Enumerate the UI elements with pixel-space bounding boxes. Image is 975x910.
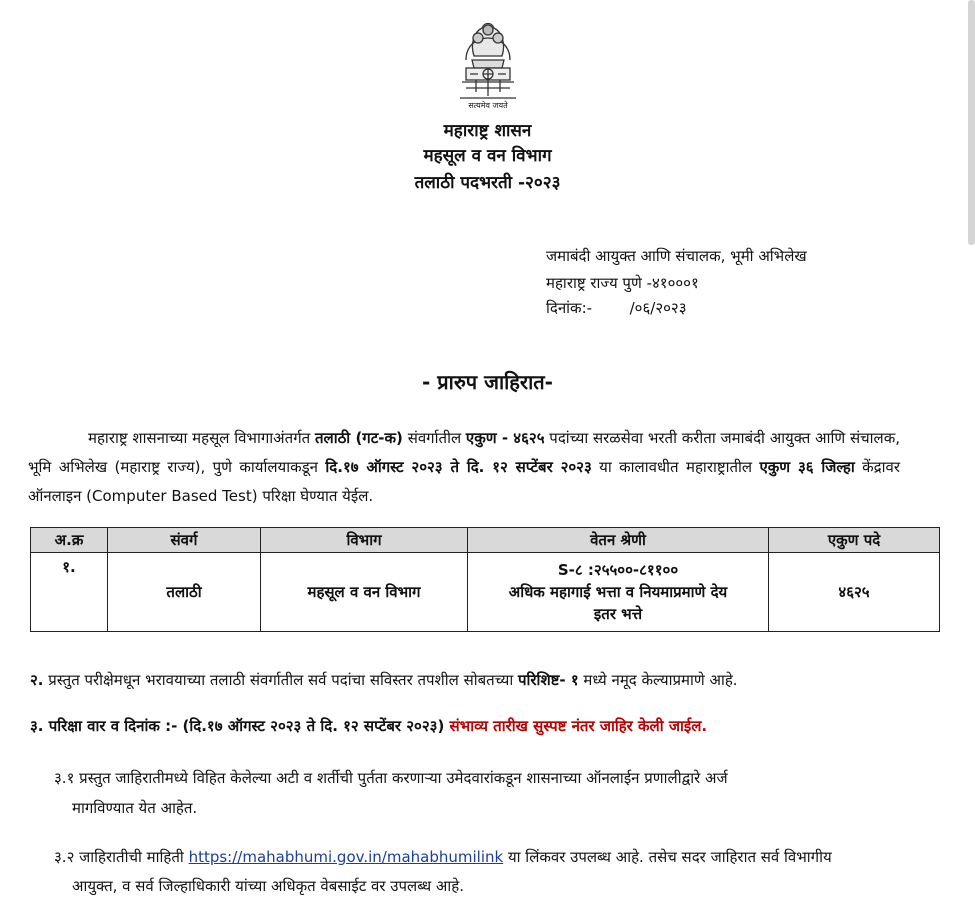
intro-districts: एकुण ३६ जिल्हा [759, 458, 855, 476]
point-3-notice: संभाव्य तारीख सुस्पष्ट नंतर जाहिर केली जाईल. [444, 717, 708, 735]
point-3-1-number: ३.१ [54, 769, 75, 787]
pay-scale-range: S-८ :२५५००-८११०० [557, 561, 679, 579]
intro-text: महाराष्ट्र शासनाच्या महसूल विभागाअंतर्गत [88, 429, 315, 447]
point-3 [30, 712, 960, 740]
date-line [546, 298, 687, 318]
table-header-row [31, 528, 940, 553]
cell-pay-scale [468, 553, 769, 632]
col-header-total-posts: एकुण पदे [769, 528, 940, 553]
intro-text: या कालावधीत महाराष्ट्रातील [591, 458, 760, 476]
point-3-2-text: जाहिरातीची माहिती [79, 848, 189, 866]
national-emblem-icon [452, 12, 524, 110]
intro-text: केंद्रावर ऑनलाइन (Computer Based Test) परिक्षा घेण्यात येईल. [28, 458, 900, 505]
intro-exam-period: दि.१७ ऑगस्ट २०२३ ते दि. १२ सप्टेंबर २०२३ [325, 458, 592, 476]
intro-cadre: तलाठी (गट-क) [314, 429, 403, 447]
posts-table [30, 527, 940, 632]
notice-title: - प्रारुप जाहिरात- [422, 370, 553, 394]
point-2-tail: मध्ये नमूद केल्याप्रमाणे आहे. [578, 671, 738, 689]
point-2-annexure: परिशिष्ट- १ [518, 671, 579, 689]
mahabhumi-link[interactable]: https://mahabhumi.gov.in/mahabhumilink [188, 848, 504, 866]
point-3-exam-dates: ३. परिक्षा वार व दिनांक :- (दि.१७ ऑगस्ट २०२३ ते दि. १२ सप्टेंबर २०२३) [30, 717, 445, 735]
col-header-pay-scale: वेतन श्रेणी [468, 528, 769, 553]
pay-scale-allowance: अधिक महागाई भत्ता व नियमाप्रमाणे देय [508, 583, 728, 601]
emblem-motto: सत्यमेव जयते [468, 101, 508, 110]
point-3-1-continued: मागविण्यात येत आहेत. [72, 799, 198, 817]
intro-paragraph [28, 424, 900, 511]
point-3-2-number: ३.२ [54, 848, 75, 866]
point-3-1-text: प्रस्तुत जाहिरातीमध्ये विहित केलेल्या अटी व शर्तीची पुर्तता करणाऱ्या उमेदवारांकडून शासनाच्या ऑनलाईन प्रणालीद्वारे अर्ज [79, 769, 728, 787]
intro-text: पदांच्या सरळसेवा भरती करीता जमाबंदी आयुक्त आणि संचालक, भूमि अभिलेख (महाराष्ट्र राज्य), पुणे कार्यालयाकडून [28, 429, 901, 476]
col-header-sr: अ.क्र [31, 528, 108, 553]
cell-total-posts: ४६२५ [769, 553, 940, 632]
office-address-line2: महाराष्ट्र राज्य पुणे -४१०००१ [546, 274, 699, 292]
scrollbar[interactable] [968, 0, 975, 245]
point-3-2-continued: आयुक्त, व सर्व जिल्हाधिकारी यांच्या अधिकृत वेबसाईट वर उपलब्ध आहे. [72, 877, 464, 895]
header-department: महसूल व वन विभाग [423, 146, 552, 166]
pay-scale-other: इतर भत्ते [593, 605, 643, 623]
date-value: /०६/२०२३ [629, 299, 687, 317]
header-recruitment-title: तलाठी पदभरती -२०२३ [414, 173, 561, 193]
col-header-cadre: संवर्ग [108, 528, 261, 553]
header-government: महाराष्ट्र शासन [443, 121, 532, 141]
point-2-text: प्रस्तुत परीक्षेमधून भरावयाच्या तलाठी संवर्गातील सर्व पदांचा सविस्तर तपशील सोबतच्या [43, 671, 519, 689]
intro-total-posts: एकुण - ४६२५ [465, 429, 545, 447]
point-2-number: २. [30, 671, 44, 689]
cell-sr: १. [31, 553, 108, 632]
intro-text: संवर्गातील [402, 429, 466, 447]
point-3-1 [54, 764, 934, 792]
table-row [31, 553, 940, 632]
cell-department: महसूल व वन विभाग [261, 553, 468, 632]
point-2 [30, 666, 950, 694]
point-3-2 [54, 843, 944, 871]
point-3-2-post: या लिंकवर उपलब्ध आहे. तसेच सदर जाहिरात सर्व विभागीय [503, 848, 832, 866]
date-label: दिनांक:- [546, 299, 593, 317]
cell-cadre: तलाठी [108, 553, 261, 632]
office-address-line1: जमाबंदी आयुक्त आणि संचालक, भूमी अभिलेख [546, 247, 807, 265]
col-header-department: विभाग [261, 528, 468, 553]
